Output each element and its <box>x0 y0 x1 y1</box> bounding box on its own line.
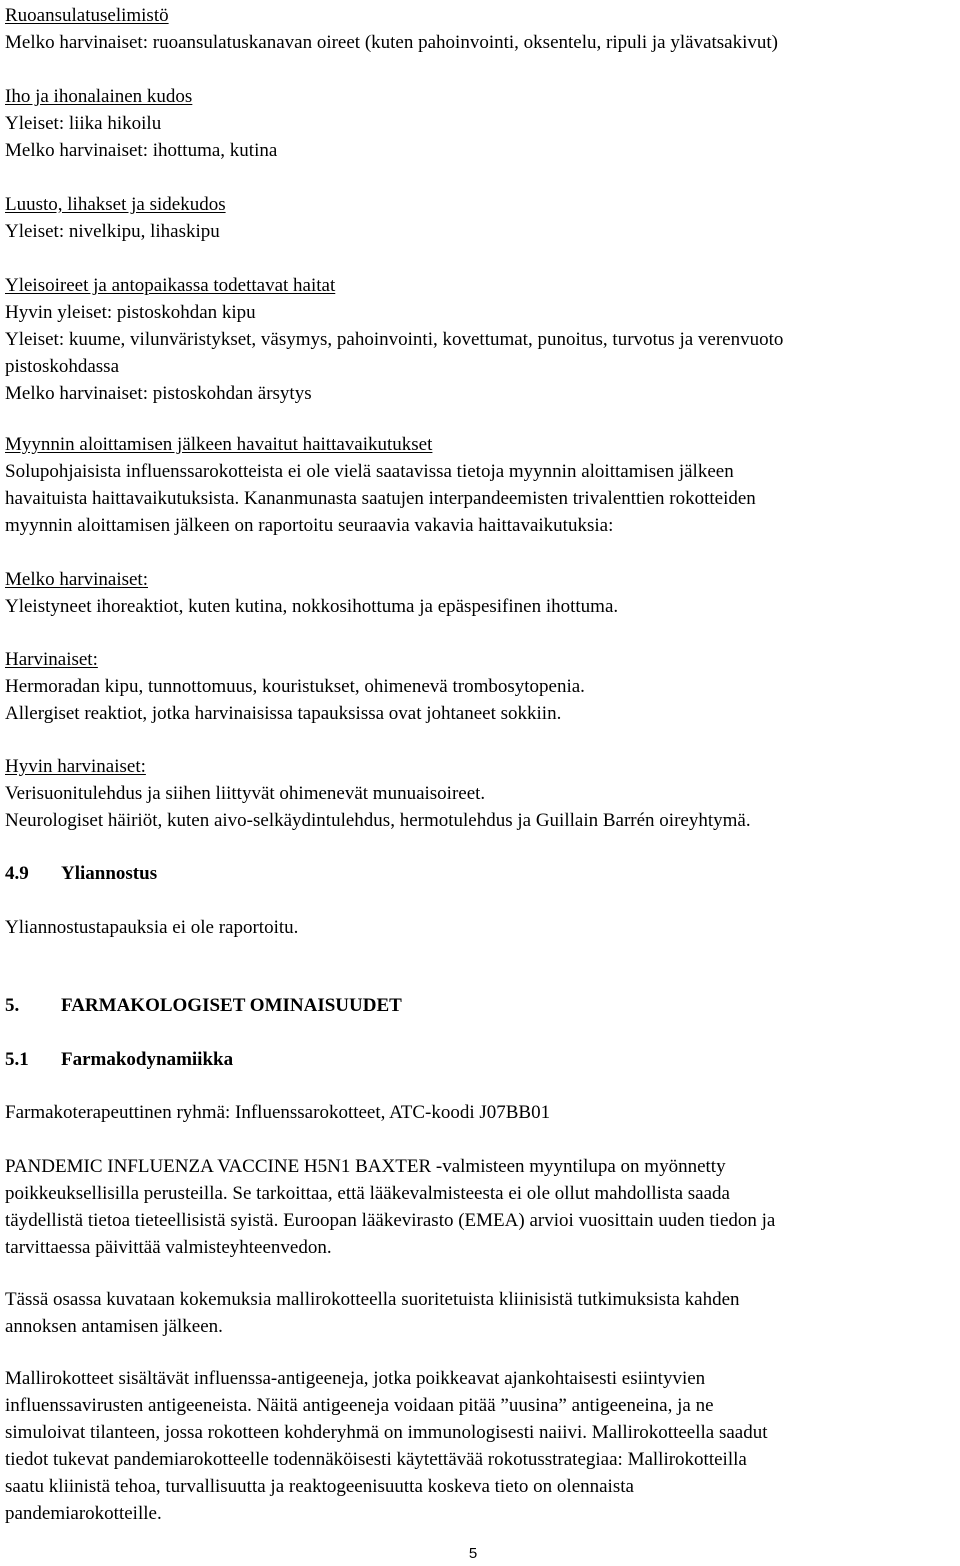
paragraph-line: täydellistä tietoa tieteellisistä syistä. Euroopan lääkevirasto (EMEA) arvioi vuosittain uuden tiedon ja <box>5 1210 776 1231</box>
paragraph-line: poikkeuksellisilla perusteilla. Se tarkoittaa, että lääkevalmisteesta ei ole ollut mahdollista saada <box>5 1183 730 1204</box>
section-line: Melko harvinaiset: ihottuma, kutina <box>5 140 278 161</box>
heading-title: Yliannostus <box>61 863 158 884</box>
paragraph-line: saatu kliinistä tehoa, turvallisuutta ja reaktogeenisuutta koskeva tieto on olennaista <box>5 1476 634 1497</box>
frequency-title-veryrare: Hyvin harvinaiset: <box>5 756 146 777</box>
heading-number: 5. <box>5 995 20 1016</box>
paragraph-line: PANDEMIC INFLUENZA VACCINE H5N1 BAXTER -valmisteen myyntilupa on myönnetty <box>5 1156 726 1177</box>
section-line: Melko harvinaiset: pistoskohdan ärsytys <box>5 383 312 404</box>
heading-number: 5.1 <box>5 1049 29 1070</box>
section-line: Allergiset reaktiot, jotka harvinaisissa tapauksissa ovat johtaneet sokkiin. <box>5 703 562 724</box>
paragraph-line: simuloivat tilanteen, jossa rokotteen kohderyhmä on immunologisesti naiivi. Mallirokotteella saadut <box>5 1422 768 1443</box>
section-line: pistoskohdassa <box>5 356 119 377</box>
heading-title: FARMAKOLOGISET OMINAISUUDET <box>61 995 402 1016</box>
section-title-gi: Ruoansulatuselimistö <box>5 5 169 26</box>
heading-5 <box>5 992 955 1019</box>
section-line: Solupohjaisista influenssarokotteista ei ole vielä saatavissa tietoja myynnin aloittamisen jälkeen <box>5 461 734 482</box>
section-line: Yleiset: kuume, vilunväristykset, väsymys, pahoinvointi, kovettumat, punoitus, turvotus ja verenvuoto <box>5 329 784 350</box>
paragraph-line: Tässä osassa kuvataan kokemuksia mallirokotteella suoritetuista kliinisistä tutkimuksista kahden <box>5 1289 740 1310</box>
section-line: myynnin aloittamisen jälkeen on raportoitu seuraavia vakavia haittavaikutuksia: <box>5 515 614 536</box>
section-title-general: Yleisoireet ja antopaikassa todettavat haitat <box>5 275 336 296</box>
section-line: Hyvin yleiset: pistoskohdan kipu <box>5 302 256 323</box>
section-title-skin: Iho ja ihonalainen kudos <box>5 86 193 107</box>
page-number: 5 <box>468 1545 478 1562</box>
section-line: Melko harvinaiset: ruoansulatuskanavan oireet (kuten pahoinvointi, oksentelu, ripuli ja ylävatsakivut) <box>5 32 778 53</box>
paragraph-line: tarvittaessa päivittää valmisteyhteenvedon. <box>5 1237 332 1258</box>
heading-number: 4.9 <box>5 863 29 884</box>
frequency-title-uncommon: Melko harvinaiset: <box>5 569 148 590</box>
paragraph-line: annoksen antamisen jälkeen. <box>5 1316 223 1337</box>
section-line: Yleistyneet ihoreaktiot, kuten kutina, nokkosihottuma ja epäspesifinen ihottuma. <box>5 596 619 617</box>
section-line: Yleiset: nivelkipu, lihaskipu <box>5 221 220 242</box>
heading-5-1 <box>5 1046 955 1073</box>
section-title-postmarketing: Myynnin aloittamisen jälkeen havaitut haittavaikutukset <box>5 434 433 455</box>
section-line: Hermoradan kipu, tunnottomuus, kouristukset, ohimenevä trombosytopenia. <box>5 676 585 697</box>
section-line: havaituista haittavaikutuksista. Kananmunasta saatujen interpandeemisten trivalenttien rokotteiden <box>5 488 756 509</box>
paragraph-line: Mallirokotteet sisältävät influenssa-antigeeneja, jotka poikkeavat ajankohtaisesti esiintyvien <box>5 1368 706 1389</box>
pharmacotherapeutic-group: Farmakoterapeuttinen ryhmä: Influenssarokotteet, ATC-koodi J07BB01 <box>5 1102 551 1123</box>
heading-4-9 <box>5 860 955 887</box>
paragraph-line: pandemiarokotteille. <box>5 1503 162 1524</box>
document-page <box>5 2 955 1527</box>
section-line: Verisuonitulehdus ja siihen liittyvät ohimenevät munuaisoireet. <box>5 783 486 804</box>
paragraph-line: influenssavirusten antigeeneista. Näitä antigeeneja voidaan pitää ”uusina” antigeeneina, ja ne <box>5 1395 714 1416</box>
overdose-text: Yliannostustapauksia ei ole raportoitu. <box>5 917 299 938</box>
section-title-musculo: Luusto, lihakset ja sidekudos <box>5 194 226 215</box>
section-line: Neurologiset häiriöt, kuten aivo-selkäydintulehdus, hermotulehdus ja Guillain Barrén oireyhtymä. <box>5 810 751 831</box>
section-line: Yleiset: liika hikoilu <box>5 113 162 134</box>
paragraph-line: tiedot tukevat pandemiarokotteelle todennäköisesti käytettävää rokotusstrategiaa: Mallirokotteilla <box>5 1449 747 1470</box>
heading-title: Farmakodynamiikka <box>61 1049 234 1070</box>
frequency-title-rare: Harvinaiset: <box>5 649 98 670</box>
